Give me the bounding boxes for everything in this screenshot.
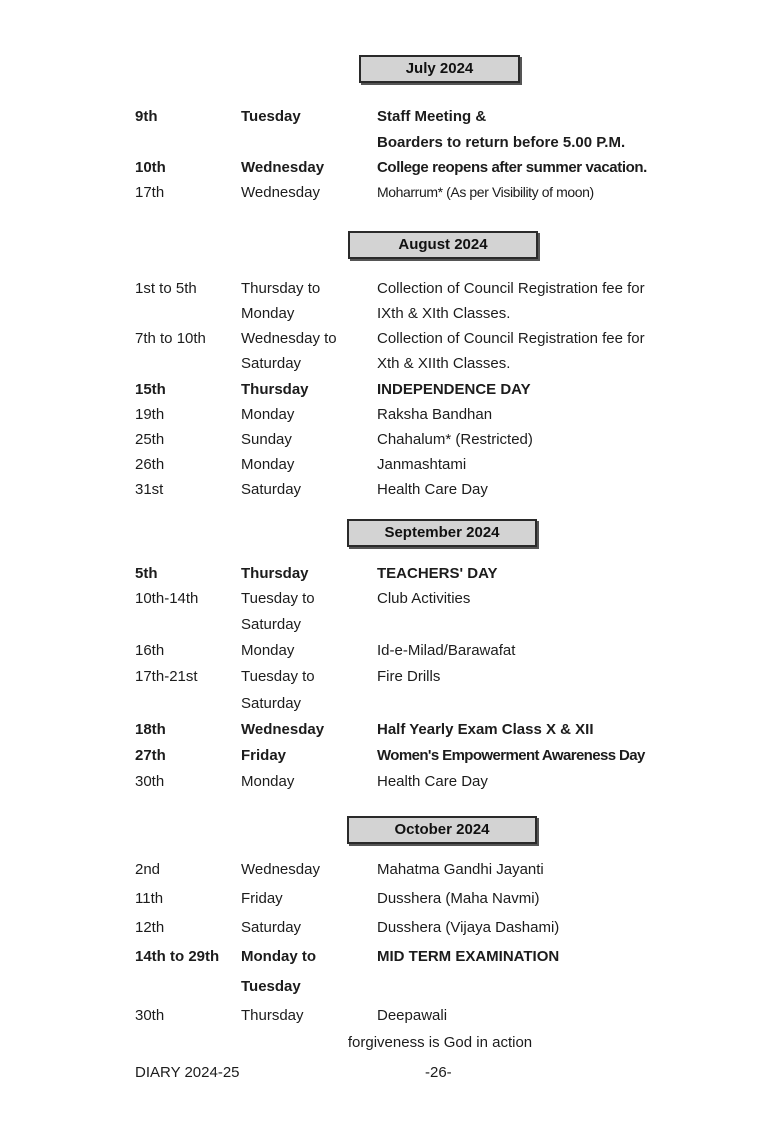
event-description: Health Care Day	[377, 481, 488, 498]
event-row	[0, 978, 768, 1004]
event-day: Wednesday	[241, 159, 325, 176]
event-day: Monday	[241, 773, 295, 790]
event-date: 9th	[135, 108, 158, 125]
event-description: Boarders to return before 5.00 P.M.	[377, 134, 626, 151]
event-row	[0, 108, 768, 134]
event-row	[0, 890, 768, 916]
event-description: Deepawali	[377, 1007, 448, 1024]
event-row	[0, 134, 768, 160]
event-date: 19th	[135, 406, 165, 423]
month-header-july: July 2024	[359, 55, 520, 83]
event-day: Tuesday	[241, 108, 301, 125]
page-number: -26-	[425, 1064, 452, 1081]
month-header-september: September 2024	[347, 519, 537, 547]
event-day: Tuesday	[241, 978, 301, 995]
event-date: 17th	[135, 184, 165, 201]
event-row	[0, 565, 768, 591]
event-day: Monday	[241, 305, 295, 322]
event-date: 7th to 10th	[135, 330, 206, 347]
event-row	[0, 481, 768, 507]
event-day: Saturday	[241, 355, 302, 372]
event-date: 14th to 29th	[135, 948, 220, 965]
event-description: Half Yearly Exam Class X & XII	[377, 721, 594, 738]
event-description: Club Activities	[377, 590, 471, 607]
event-row	[0, 159, 768, 185]
event-date: 26th	[135, 456, 165, 473]
event-day: Friday	[241, 890, 283, 907]
event-row	[0, 406, 768, 432]
event-date: 18th	[135, 721, 166, 738]
event-row	[0, 1007, 768, 1033]
event-day: Wednesday	[241, 721, 325, 738]
event-date: 15th	[135, 381, 166, 398]
event-day: Wednesday	[241, 861, 320, 878]
event-row	[0, 431, 768, 457]
event-description: Chahalum* (Restricted)	[377, 431, 533, 448]
event-row	[0, 305, 768, 331]
event-date: 25th	[135, 431, 165, 448]
month-header-october: October 2024	[347, 816, 537, 844]
event-date: 27th	[135, 747, 166, 764]
event-day: Saturday	[241, 695, 302, 712]
event-date: 12th	[135, 919, 165, 936]
event-date: 2nd	[135, 861, 161, 878]
event-date: 1st to 5th	[135, 280, 197, 297]
event-row	[0, 381, 768, 407]
event-row	[0, 773, 768, 799]
event-date: 16th	[135, 642, 165, 659]
event-description: Id-e-Milad/Barawafat	[377, 642, 516, 659]
event-row	[0, 948, 768, 974]
event-day: Thursday	[241, 381, 309, 398]
event-day: Monday	[241, 642, 295, 659]
event-day: Tuesday to	[241, 590, 315, 607]
event-row	[0, 695, 768, 721]
event-description: Staff Meeting &	[377, 108, 487, 125]
event-description: Health Care Day	[377, 773, 488, 790]
event-description: College reopens after summer vacation.	[377, 159, 647, 176]
event-description: Raksha Bandhan	[377, 406, 493, 423]
event-date: 30th	[135, 1007, 165, 1024]
event-date: 30th	[135, 773, 165, 790]
event-description: Collection of Council Registration fee for	[377, 330, 645, 347]
event-description: INDEPENDENCE DAY	[377, 381, 531, 398]
event-date: 31st	[135, 481, 164, 498]
event-description: Women's Empowerment Awareness Day	[377, 747, 645, 764]
event-description: Xth & XIIth Classes.	[377, 355, 511, 372]
event-day: Monday	[241, 406, 295, 423]
event-row	[0, 355, 768, 381]
event-day: Thursday	[241, 1007, 304, 1024]
event-day: Saturday	[241, 616, 302, 633]
event-day: Friday	[241, 747, 287, 764]
event-description: Mahatma Gandhi Jayanti	[377, 861, 544, 878]
event-description: IXth & XIth Classes.	[377, 305, 511, 322]
footer-diary-label: DIARY 2024-25	[135, 1064, 240, 1081]
event-row	[0, 919, 768, 945]
event-date: 5th	[135, 565, 158, 582]
event-day: Tuesday to	[241, 668, 315, 685]
event-day: Wednesday	[241, 184, 320, 201]
event-day: Saturday	[241, 919, 302, 936]
event-row	[0, 668, 768, 694]
event-day: Monday	[241, 456, 295, 473]
event-description: Fire Drills	[377, 668, 441, 685]
event-row	[0, 280, 768, 306]
quote-text: forgiveness is God in action	[347, 1034, 533, 1051]
event-row	[0, 616, 768, 642]
event-description: Collection of Council Registration fee for	[377, 280, 645, 297]
event-row	[0, 747, 768, 773]
event-row	[0, 721, 768, 747]
event-date: 11th	[135, 890, 164, 907]
event-description: Janmashtami	[377, 456, 467, 473]
event-description: Dusshera (Maha Navmi)	[377, 890, 540, 907]
event-row	[0, 590, 768, 616]
event-description: Dusshera (Vijaya Dashami)	[377, 919, 560, 936]
event-day: Wednesday to	[241, 330, 337, 347]
event-row	[0, 330, 768, 356]
event-row	[0, 184, 768, 210]
event-date: 10th-14th	[135, 590, 199, 607]
event-day: Sunday	[241, 431, 292, 448]
event-day: Saturday	[241, 481, 302, 498]
event-day: Monday to	[241, 948, 316, 965]
event-row	[0, 642, 768, 668]
event-description: TEACHERS' DAY	[377, 565, 498, 582]
event-description: MID TERM EXAMINATION	[377, 948, 560, 965]
event-day: Thursday to	[241, 280, 321, 297]
event-row	[0, 861, 768, 887]
event-day: Thursday	[241, 565, 309, 582]
event-row	[0, 456, 768, 482]
event-description: Moharrum* (As per Visibility of moon)	[377, 184, 594, 200]
month-header-august: August 2024	[348, 231, 538, 259]
event-date: 10th	[135, 159, 166, 176]
event-date: 17th-21st	[135, 668, 198, 685]
